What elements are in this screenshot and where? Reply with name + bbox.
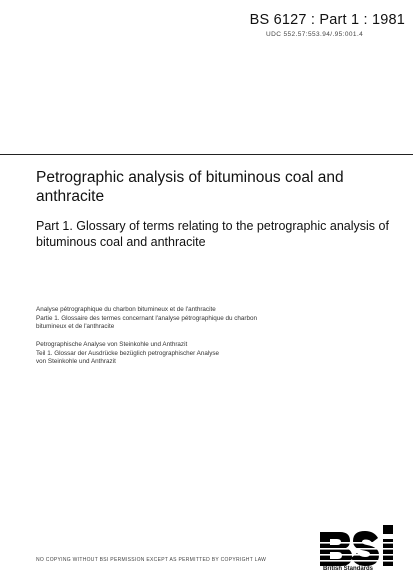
german-title-line: Teil 1. Glossar der Ausdrücke bezüglich petrographischer Analyse [36,349,220,357]
french-title-line: bitumineux et de l'anthracite [36,323,115,331]
german-title-line: von Steinkohle und Anthrazit [36,358,116,366]
copyright-notice: NO COPYING WITHOUT BSI PERMISSION EXCEPT AS PERMITTED BY COPYRIGHT LAW [36,557,267,563]
french-title [36,306,336,332]
french-title-line: Analyse pétrographique du charbon bitumineux et de l'anthracite [36,306,216,313]
german-title [36,341,336,367]
udc-code: UDC 552.57:553.94/.95:001.4 [266,31,364,38]
standard-number: BS 6127 : Part 1 : 1981 [249,12,405,28]
german-title-line: Petrographische Analyse von Steinkohle und Anthrazit [36,341,188,348]
document-title: Petrographic analysis of bituminous coal and anthracite [36,169,344,205]
logo-subtext: British Standards [323,566,374,572]
divider-rule [0,154,413,155]
french-title-line: Partie 1. Glossaire des termes concernant l'analyse pétrographique du charbon [36,314,258,322]
part-title: Part 1. Glossary of terms relating to the petrographic analysis of bituminous coal and anthracite [36,219,389,249]
